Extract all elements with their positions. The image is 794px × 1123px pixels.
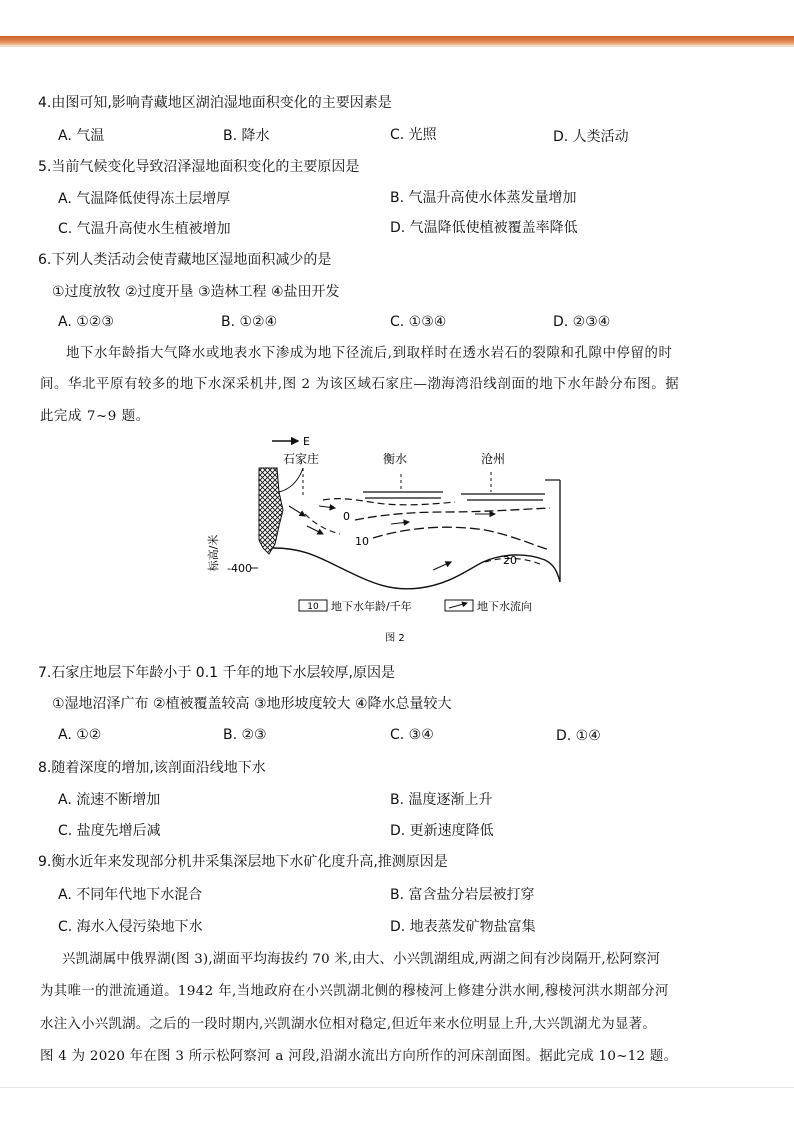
intro2-line2: 为其唯一的泄流通道。1942 年,当地政府在小兴凯湖北侧的穆棱河上修建分洪水闸,穆棱河洪水期部分河 (40, 984, 669, 999)
q6-option-c[interactable]: C. ①③④ (390, 314, 447, 330)
q9-option-d[interactable]: D. 地表蒸发矿物盐富集 (390, 919, 536, 935)
q5-option-b[interactable]: B. 气温升高使水体蒸发量增加 (390, 190, 577, 206)
q6-stem: 6.下列人类活动会使青藏地区湿地面积减少的是 (38, 252, 332, 268)
q4-option-c[interactable]: C. 光照 (390, 127, 437, 143)
q7-option-d[interactable]: D. ①④ (556, 728, 601, 744)
q8-option-b[interactable]: B. 温度逐渐上升 (390, 792, 493, 808)
q5-stem: 5.当前气候变化导致沼泽湿地面积变化的主要原因是 (38, 159, 360, 175)
q7-option-a[interactable]: A. ①② (58, 727, 102, 743)
intro1-line1: 地下水年龄指大气降水或地表水下渗成为地下径流后,到取样时在透水岩石的裂隙和孔隙中停留的时 (66, 346, 673, 361)
intro2-line3: 水注入小兴凯湖。之后的一段时期内,兴凯湖水位相对稳定,但近年来水位明显上升,大兴凯湖尤为显著。 (40, 1017, 657, 1032)
y-tick-label: -400 (227, 562, 252, 575)
contour-label-0: 0 (343, 510, 350, 523)
q9-stem: 9.衡水近年来发现部分机井采集深层地下水矿化度升高,推测原因是 (38, 854, 448, 870)
q8-option-d[interactable]: D. 更新速度降低 (390, 823, 494, 839)
q9-option-b[interactable]: B. 富含盐分岩层被打穿 (390, 887, 535, 903)
intro1-line3: 此完成 7~9 题。 (40, 409, 150, 424)
legend-age-label: 地下水年龄/千年 (331, 600, 412, 613)
q7-stem: 7.石家庄地层下年龄小于 0.1 千年的地下水层较厚,原因是 (38, 665, 395, 681)
header-bar (0, 36, 794, 45)
q7-option-c[interactable]: C. ③④ (390, 727, 434, 743)
q9-option-a[interactable]: A. 不同年代地下水混合 (58, 887, 203, 903)
q7-items: ①湿地沼泽广布 ②植被覆盖较高 ③地形坡度较大 ④降水总量较大 (52, 696, 452, 712)
direction-label: E (303, 435, 310, 448)
q5-option-d[interactable]: D. 气温降低使植被覆盖率降低 (390, 220, 578, 236)
q4-stem: 4.由图可知,影响青藏地区湖泊湿地面积变化的主要因素是 (38, 95, 392, 111)
place-label-cangzhou: 沧州 (481, 452, 506, 466)
legend-flow-arrow-icon (449, 603, 467, 608)
place-label-shijiazhuang: 石家庄 (283, 452, 320, 466)
q6-option-b[interactable]: B. ①②④ (221, 314, 278, 330)
legend-age-sample: 10 (307, 602, 319, 612)
q5-option-c[interactable]: C. 气温升高使水生植被增加 (58, 221, 231, 237)
figure-2-groundwater-profile (205, 430, 585, 655)
intro2-line4: 图 4 为 2020 年在图 3 所示松阿察河 a 河段,沿湖水流出方向所作的河床剖面图。据此完成 10~12 题。 (40, 1049, 678, 1064)
q4-option-b[interactable]: B. 降水 (223, 128, 270, 144)
q9-option-c[interactable]: C. 海水入侵污染地下水 (58, 919, 203, 935)
q8-option-c[interactable]: C. 盐度先增后减 (58, 823, 161, 839)
q6-option-d[interactable]: D. ②③④ (553, 314, 611, 330)
q6-items: ①过度放牧 ②过度开垦 ③造林工程 ④盐田开发 (52, 284, 340, 300)
q4-option-a[interactable]: A. 气温 (58, 128, 105, 144)
legend-flow-label: 地下水流向 (477, 600, 532, 613)
figure-caption: 图 2 (385, 633, 405, 644)
q6-option-a[interactable]: A. ①②③ (58, 314, 114, 330)
contour-label-20: 20 (503, 554, 517, 567)
contour-label-10: 10 (355, 535, 369, 548)
q7-option-b[interactable]: B. ②③ (223, 727, 267, 743)
q5-option-a[interactable]: A. 气温降低使得冻土层增厚 (58, 191, 231, 207)
q8-option-a[interactable]: A. 流速不断增加 (58, 792, 161, 808)
place-label-hengshui: 衡水 (383, 452, 408, 466)
header-bar-shadow (0, 45, 794, 47)
intro2-line1: 兴凯湖属中俄界湖(图 3),湖面平均海拔约 70 米,由大、小兴凯湖组成,两湖之间有沙岗隔开,松阿察河 (62, 952, 661, 967)
q4-option-d[interactable]: D. 人类活动 (553, 129, 629, 145)
intro1-line2: 间。华北平原有较多的地下水深采机井,图 2 为该区域石家庄—渤海湾沿线剖面的地下水年龄分布图。据 (40, 377, 680, 392)
q8-stem: 8.随着深度的增加,该剖面沿线地下水 (38, 760, 266, 776)
footer-divider (0, 1087, 794, 1088)
y-axis-label: 标高/米 (207, 534, 220, 572)
